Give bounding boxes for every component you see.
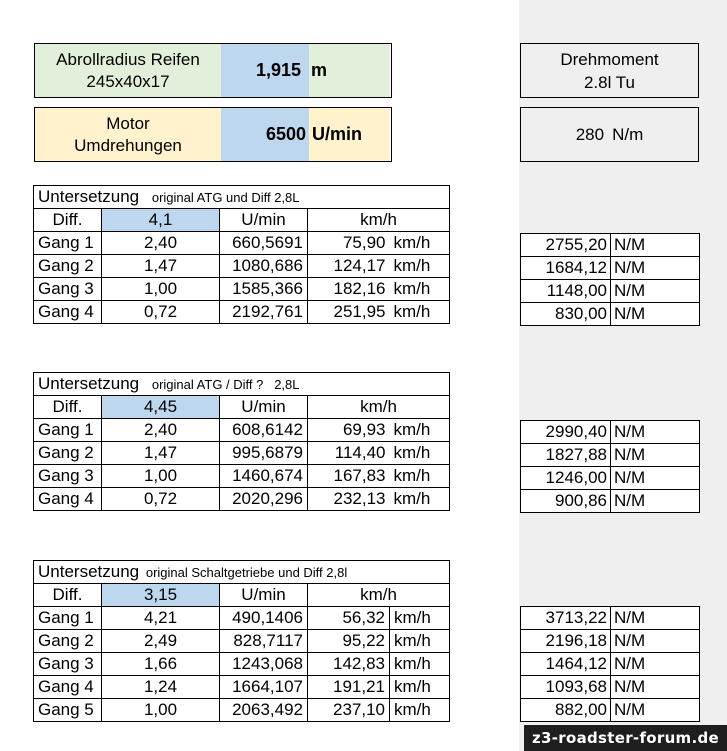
tire-label-line1: Abrollradius Reifen — [56, 49, 200, 69]
ratio-cell[interactable]: 4,21 — [102, 607, 220, 630]
torque-unit-cell: N/M — [611, 490, 700, 513]
ratio-cell[interactable]: 0,72 — [102, 301, 220, 324]
torque-unit-cell: N/M — [611, 676, 700, 699]
torque-row — [521, 257, 700, 280]
gang-label: Gang 2 — [34, 630, 102, 653]
rpm-cell: 2063,492 — [220, 699, 308, 722]
torque-row — [521, 303, 700, 326]
kmh-unit: km/h — [390, 442, 450, 465]
kmh-header: km/h — [308, 584, 450, 607]
gang-label: Gang 3 — [34, 278, 102, 301]
torque-cell: 830,00 — [521, 303, 611, 326]
torque-row — [521, 490, 700, 513]
torque-row — [521, 653, 700, 676]
rpm-cell: 1664,107 — [220, 676, 308, 699]
kmh-cell: 114,40 — [308, 442, 390, 465]
kmh-cell: 237,10 — [308, 699, 390, 722]
rpm-cell: 2192,761 — [220, 301, 308, 324]
tire-radius-value: 1,915 — [255, 60, 301, 80]
torque-unit-cell: N/M — [611, 630, 700, 653]
diff-label: Diff. — [34, 584, 102, 607]
motor-rpm-value: 6500 — [265, 124, 306, 144]
rpm-cell: 608,6142 — [220, 419, 308, 442]
kmh-header: km/h — [308, 396, 450, 419]
ratio-cell[interactable]: 1,00 — [102, 465, 220, 488]
table-row — [34, 676, 450, 699]
table-row — [34, 488, 450, 511]
diff-value[interactable]: 3,15 — [102, 584, 220, 607]
torque-cell: 1827,88 — [521, 444, 611, 467]
rpm-cell: 1460,674 — [220, 465, 308, 488]
diff-value[interactable]: 4,1 — [102, 209, 220, 232]
gear-table-3 — [33, 560, 450, 722]
kmh-unit: km/h — [390, 488, 450, 511]
torque-unit-cell: N/M — [611, 653, 700, 676]
torque-cell: 882,00 — [521, 699, 611, 722]
diff-value[interactable]: 4,45 — [102, 396, 220, 419]
torque-header-box[interactable] — [520, 43, 699, 98]
ratio-cell[interactable]: 1,24 — [102, 676, 220, 699]
rpm-header: U/min — [220, 396, 308, 419]
torque-row — [521, 699, 700, 722]
table-title-sub: original Schaltgetriebe und Diff 2,8l — [145, 565, 348, 580]
torque-cell: 3713,22 — [521, 607, 611, 630]
tire-label-line2: 245x40x17 — [86, 71, 170, 91]
torque-cell: 2196,18 — [521, 630, 611, 653]
table-title-main: Untersetzung — [38, 187, 140, 206]
gang-label: Gang 5 — [34, 699, 102, 722]
kmh-header: km/h — [308, 209, 450, 232]
torque-cell: 1093,68 — [521, 676, 611, 699]
table-title-row — [34, 373, 450, 396]
gang-label: Gang 2 — [34, 255, 102, 278]
table-row — [34, 630, 450, 653]
kmh-unit: km/h — [390, 630, 450, 653]
rpm-cell: 1243,068 — [220, 653, 308, 676]
torque-unit-cell: N/M — [611, 421, 700, 444]
torque-row — [521, 234, 700, 257]
torque-unit-cell: N/M — [611, 699, 700, 722]
gang-label: Gang 4 — [34, 301, 102, 324]
rpm-cell: 2020,296 — [220, 488, 308, 511]
table-header-row — [34, 396, 450, 419]
ratio-cell[interactable]: 2,49 — [102, 630, 220, 653]
ratio-cell[interactable]: 1,66 — [102, 653, 220, 676]
torque-unit: N/m — [612, 124, 644, 144]
kmh-cell: 69,93 — [308, 419, 390, 442]
gang-label: Gang 2 — [34, 442, 102, 465]
table-header-row — [34, 584, 450, 607]
torque-row — [521, 607, 700, 630]
torque-value: 280 — [575, 124, 605, 144]
gear-table-2 — [33, 372, 450, 511]
kmh-cell: 167,83 — [308, 465, 390, 488]
tire-radius-unit: m — [311, 60, 328, 80]
table-title-sub: original ATG / Diff ? 2,8L — [151, 377, 300, 392]
ratio-cell[interactable]: 1,47 — [102, 442, 220, 465]
kmh-unit: km/h — [390, 607, 450, 630]
gang-label: Gang 1 — [34, 419, 102, 442]
kmh-cell: 124,17 — [308, 255, 390, 278]
ratio-cell[interactable]: 1,47 — [102, 255, 220, 278]
torque-cell: 1148,00 — [521, 280, 611, 303]
kmh-unit: km/h — [390, 653, 450, 676]
kmh-cell: 56,32 — [308, 607, 390, 630]
kmh-cell: 182,16 — [308, 278, 390, 301]
motor-label-cell — [35, 108, 221, 161]
torque-cell: 1684,12 — [521, 257, 611, 280]
gang-label: Gang 3 — [34, 653, 102, 676]
motor-rpm-box — [34, 107, 392, 162]
table-row — [34, 419, 450, 442]
rpm-header: U/min — [220, 584, 308, 607]
table-row — [34, 607, 450, 630]
rpm-cell: 828,7117 — [220, 630, 308, 653]
kmh-unit: km/h — [390, 419, 450, 442]
gang-label: Gang 1 — [34, 607, 102, 630]
torque-label-line2: 2.8l Tu — [583, 72, 636, 92]
kmh-cell: 251,95 — [308, 301, 390, 324]
ratio-cell[interactable]: 2,40 — [102, 419, 220, 442]
table-title-row — [34, 561, 450, 584]
torque-unit-cell: N/M — [611, 467, 700, 490]
kmh-unit: km/h — [390, 465, 450, 488]
torque-row — [521, 421, 700, 444]
gear-table-1 — [33, 185, 450, 324]
ratio-cell[interactable]: 1,00 — [102, 278, 220, 301]
table-row — [34, 232, 450, 255]
ratio-cell[interactable]: 1,00 — [102, 699, 220, 722]
table-row — [34, 699, 450, 722]
table-title-sub: original ATG und Diff 2,8L — [151, 190, 300, 205]
kmh-unit: km/h — [390, 699, 450, 722]
torque-value-box[interactable] — [520, 107, 699, 162]
watermark: z3-roadster-forum.de — [524, 725, 727, 751]
ratio-cell[interactable]: 2,40 — [102, 232, 220, 255]
kmh-cell: 232,13 — [308, 488, 390, 511]
tire-unit-cell — [309, 44, 390, 97]
table-title-row — [34, 186, 450, 209]
torque-table-2 — [520, 420, 700, 513]
torque-row — [521, 630, 700, 653]
rpm-cell: 1080,686 — [220, 255, 308, 278]
kmh-unit: km/h — [390, 301, 450, 324]
torque-cell: 2990,40 — [521, 421, 611, 444]
kmh-unit: km/h — [390, 278, 450, 301]
table-title-main: Untersetzung — [38, 374, 140, 393]
gang-label: Gang 1 — [34, 232, 102, 255]
kmh-cell: 75,90 — [308, 232, 390, 255]
torque-unit-cell: N/M — [611, 257, 700, 280]
kmh-unit: km/h — [390, 232, 450, 255]
table-row — [34, 301, 450, 324]
motor-value-cell[interactable] — [221, 108, 309, 161]
motor-rpm-unit: U/min — [312, 124, 363, 144]
rpm-cell: 995,6879 — [220, 442, 308, 465]
torque-unit-cell: N/M — [611, 444, 700, 467]
torque-table-3 — [520, 606, 700, 722]
table-row — [34, 465, 450, 488]
kmh-cell: 191,21 — [308, 676, 390, 699]
motor-unit-cell — [309, 108, 390, 161]
torque-row — [521, 280, 700, 303]
torque-label-line1: Drehmoment — [560, 49, 659, 69]
rpm-cell: 1585,366 — [220, 278, 308, 301]
rpm-cell: 490,1406 — [220, 607, 308, 630]
diff-label: Diff. — [34, 396, 102, 419]
motor-label-line1: Motor — [106, 113, 150, 133]
torque-row — [521, 467, 700, 490]
rpm-cell: 660,5691 — [220, 232, 308, 255]
table-title-main: Untersetzung — [38, 562, 140, 581]
diff-label: Diff. — [34, 209, 102, 232]
rpm-header: U/min — [220, 209, 308, 232]
motor-label-line2: Umdrehungen — [74, 135, 182, 155]
kmh-unit: km/h — [390, 255, 450, 278]
kmh-unit: km/h — [390, 676, 450, 699]
torque-cell: 1464,12 — [521, 653, 611, 676]
torque-unit-cell: N/M — [611, 607, 700, 630]
torque-unit-cell: N/M — [611, 234, 700, 257]
table-row — [34, 255, 450, 278]
table-row — [34, 278, 450, 301]
torque-cell: 900,86 — [521, 490, 611, 513]
torque-row — [521, 676, 700, 699]
torque-row — [521, 444, 700, 467]
kmh-cell: 142,83 — [308, 653, 390, 676]
tire-value-cell[interactable] — [221, 44, 309, 97]
torque-cell: 2755,20 — [521, 234, 611, 257]
table-row — [34, 653, 450, 676]
torque-cell: 1246,00 — [521, 467, 611, 490]
torque-unit-cell: N/M — [611, 280, 700, 303]
ratio-cell[interactable]: 0,72 — [102, 488, 220, 511]
torque-table-1 — [520, 233, 700, 326]
tire-radius-box — [34, 43, 392, 98]
torque-unit-cell: N/M — [611, 303, 700, 326]
gang-label: Gang 3 — [34, 465, 102, 488]
table-row — [34, 442, 450, 465]
kmh-cell: 95,22 — [308, 630, 390, 653]
gang-label: Gang 4 — [34, 676, 102, 699]
table-header-row — [34, 209, 450, 232]
tire-label-cell — [35, 44, 221, 97]
gang-label: Gang 4 — [34, 488, 102, 511]
